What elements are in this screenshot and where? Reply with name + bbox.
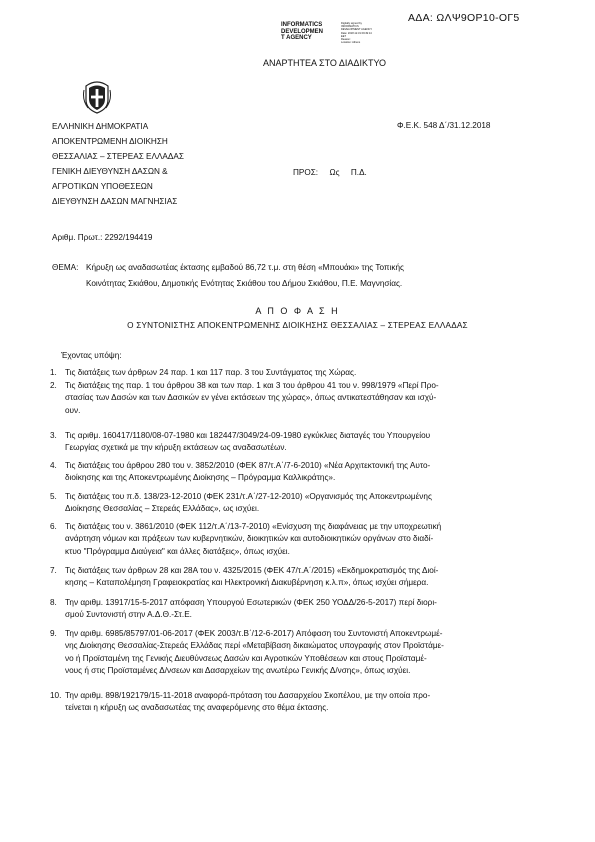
list-item-line: κτυο "Πρόγραμμα Διαύγεια" και άλλες διατάξεις», όπως ισχύει. (65, 546, 290, 556)
list-item-line: διοίκησης και της Αποκεντρωμένης Διοίκησης – Πρόγραμμα Καλλικράτης». (65, 473, 336, 483)
coordinator-heading: Ο ΣΥΝΤΟΝΙΣΤΗΣ ΑΠΟΚΕΝΤΡΩΜΕΝΗΣ ΔΙΟΙΚΗΣΗΣ ΘΕΣΣΑΛΙΑΣ – ΣΤΕΡΕΑΣ ΕΛΛΑΔΑΣ (127, 321, 468, 330)
list-item-line: Την αριθμ. 898/192179/15-11-2018 αναφορά-πρόταση του Δασαρχείου Σκοπέλου, με την οποία προ- (65, 691, 431, 700)
list-item-line: Τις διατάξεις του π.δ. 138/23-12-2010 (ΦΕΚ 231/τ.Α΄/27-12-2010) «Οργανισμός της Αποκεντρωμένης (65, 492, 432, 501)
list-item-number: 4. (50, 461, 57, 470)
list-item-number: 1. (50, 368, 57, 377)
recipient: ΠΡΟΣ: Ως Π.Δ. (293, 168, 367, 177)
coat-of-arms-icon (82, 78, 112, 114)
list-item-line: Τις διατάξεις του άρθρου 280 του ν. 3852/2010 (ΦΕΚ 87/τ.Α΄/7-6-2010) «Νέα Αρχιτεκτονική της Αυτο- (65, 461, 431, 470)
list-item-line: Διοίκησης Θεσσαλίας – Στερεάς Ελλάδας», ως ισχύει. (65, 504, 260, 514)
considering-label: Έχοντας υπόψη: (61, 351, 122, 360)
list-item-number: 3. (50, 431, 57, 440)
subject-line: Κοινότητας Σκιάθου, Δημοτικής Ενότητας Σκιάθου του Δήμου Σκιάθου, Π.Ε. Μαγνησίας. (86, 279, 403, 288)
list-item-line: στασίας των Δασών και των Δασικών εν γένει εκτάσεων της χώρας», όπως αντικατεστάθησαν και ισχύ- (65, 393, 437, 403)
fek-reference: Φ.Ε.Κ. 548 Δ΄/31.12.2018 (397, 121, 491, 130)
list-item-line: Τις διατάξεις των άρθρων 24 παρ. 1 και 117 παρ. 3 του Συντάγματος της Χώρας. (65, 368, 357, 377)
list-item-number: 7. (50, 566, 57, 575)
list-item-line: νους ή στις Προϊσταμένες Δ/νσεων και Δασαρχείων της ανωτέρω Γενικής Δ/νσης», όπως ισχύει. (65, 666, 411, 676)
sender-line: ΓΕΝΙΚΗ ΔΙΕΥΘΥΝΣΗ ΔΑΣΩΝ & (52, 166, 168, 176)
subject-label: ΘΕΜΑ: (52, 263, 79, 272)
sender-line: ΑΓΡΟΤΙΚΩΝ ΥΠΟΘΕΣΕΩΝ (52, 181, 153, 191)
list-item-line: τείνεται η κήρυξη ως αναδασωτέας της αναφερόμενης στο θέμα έκτασης. (65, 703, 329, 713)
sender-line: ΕΛΛΗΝΙΚΗ ΔΗΜΟΚΡΑΤΙΑ (52, 122, 149, 131)
list-item-number: 5. (50, 492, 57, 501)
publish-online-label: ΑΝΑΡΤΗΤΕΑ ΣΤΟ ΔΙΑΔΙΚΤΥΟ (263, 58, 386, 68)
list-item-line: Την αριθμ. 6985/85797/01-06-2017 (ΦΕΚ 2003/τ.Β΄/12-6-2017) Απόφαση του Συντονιστή Αποκεντρωμέ- (65, 629, 443, 638)
list-item-number: 9. (50, 629, 57, 638)
list-item-line: ανάρτηση νόμων και πράξεων των κυβερνητικών, διοικητικών και αυτοδιοικητικών οργάνων στο διαδί- (65, 534, 434, 544)
list-item-number: 2. (50, 381, 57, 390)
list-item-line: σμού Συντονιστή στην Α.Δ.Θ.-Στ.Ε. (65, 610, 192, 620)
protocol-number: Αριθμ. Πρωτ.: 2292/194419 (52, 233, 153, 242)
list-item-number: 8. (50, 598, 57, 607)
list-item-number: 6. (50, 522, 57, 531)
list-item-line: Τις διατάξεις του ν. 3861/2010 (ΦΕΚ 112/τ.Α΄/13-7-2010) «Ενίσχυση της διαφάνειας με την υποχρεωτική (65, 522, 442, 531)
list-item-line: Τις διατάξεις των άρθρων 28 και 28Α του ν. 4325/2015 (ΦΕΚ 47/τ.Α΄/2015) «Εκδημοκρατισμός της Διοί- (65, 566, 439, 575)
list-item-line: κησης – Καταπολέμηση Γραφειοκρατίας και Ηλεκτρονική Διακυβέρνηση κ.λ.π», όπως ισχύει σήμερα. (65, 578, 429, 588)
list-item-number: 10. (50, 691, 62, 700)
list-item-line: νο ή Προϊσταμένη της Γενικής Διευθύνσεως Δασών και Αγροτικών Υποθέσεων και στους Προϊσταμέ- (65, 653, 427, 663)
decision-heading: Α Π Ο Φ Α Σ Η (255, 306, 340, 316)
list-item-line: ουν. (65, 405, 81, 415)
list-item-line: Τις διατάξεις της παρ. 1 του άρθρου 38 και των παρ. 1 και 3 του άρθρου 41 του ν. 998/1979 «Περί Προ- (65, 381, 439, 390)
sender-block (52, 120, 184, 209)
list-item-line: Γεωργίας σχετικά με την κήρυξη εκτάσεων ως αναδασωτέων. (65, 443, 287, 453)
sender-line: ΑΠΟΚΕΝΤΡΩΜΕΝΗ ΔΙΟΙΚΗΣΗ (52, 136, 168, 146)
list-item-line: νης Διοίκησης Θεσσαλίας-Στερεάς Ελλάδας περί «Μεταβίβαση δικαιώματος υπογραφής στον Προϊστάμε- (65, 641, 444, 651)
list-item-line: Τις αριθμ. 160417/1180/08-07-1980 και 182447/3049/24-09-1980 εγκύκλιες διαταγές του Υπουργείου (65, 431, 431, 440)
digital-signature-block: Digitally signed by INFORMATICS DEVELOPMENT AGENCY Date: 2018.12.31 09:49:14 EET Reason: Location: Athens (341, 22, 373, 45)
sender-line: ΔΙΕΥΘΥΝΣΗ ΔΑΣΩΝ ΜΑΓΝΗΣΙΑΣ (52, 196, 178, 206)
ida-logo-text: INFORMATICS DEVELOPMEN T AGENCY (281, 22, 324, 42)
list-item-line: Την αριθμ. 13917/15-5-2017 απόφαση Υπουργού Εσωτερικών (ΦΕΚ 250 ΥΟΔΔ/26-5-2017) περί διορι- (65, 598, 437, 607)
subject-line: Κήρυξη ως αναδασωτέας έκτασης εμβαδού 86,72 τ.μ. στη θέση «Μπουάκι» της Τοπικής (86, 263, 404, 272)
sender-line: ΘΕΣΣΑΛΙΑΣ – ΣΤΕΡΕΑΣ ΕΛΛΑΔΑΣ (52, 151, 184, 161)
ada-code: ΑΔΑ: ΩΛΨ9ΟΡ10-ΟΓ5 (408, 12, 520, 24)
